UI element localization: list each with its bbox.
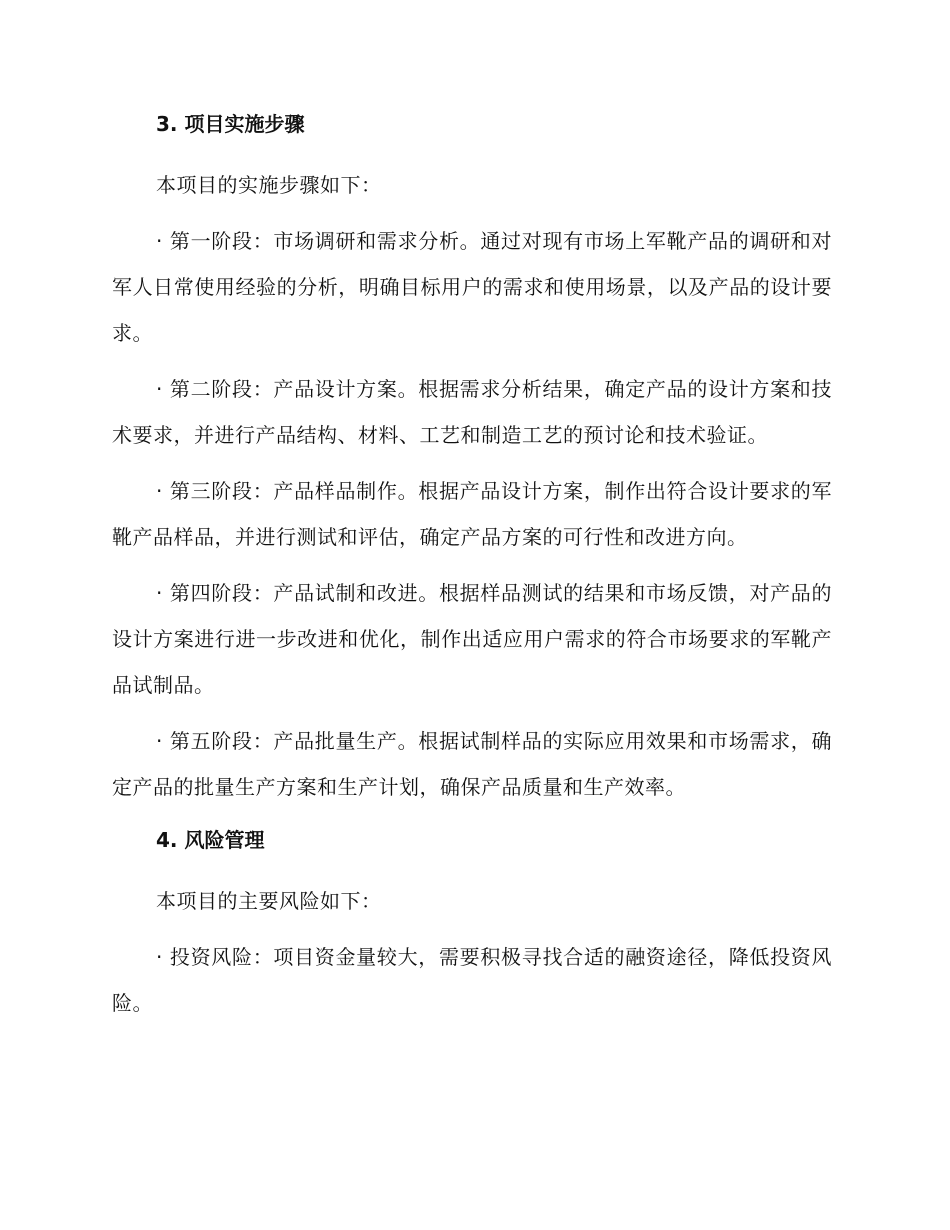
section-3-intro: 本项目的实施步骤如下： [156,173,382,197]
section-3-heading: 3. 项目实施步骤 [156,112,305,136]
step-1-paragraph: · 第一阶段：市场调研和需求分析。通过对现有市场上军靴产品的调研和对军人日常使用经验的分析，明确目标用户的需求和使用场景，以及产品的设计要求。 [112,229,832,345]
step-4-paragraph: · 第四阶段：产品试制和改进。根据样品测试的结果和市场反馈，对产品的设计方案进行进一步改进和优化，制作出适应用户需求的符合市场要求的军靴产品试制品。 [112,581,832,697]
step-3-paragraph: · 第三阶段：产品样品制作。根据产品设计方案，制作出符合设计要求的军靴产品样品，并进行测试和评估，确定产品方案的可行性和改进方向。 [112,479,832,549]
section-4-intro: 本项目的主要风险如下： [156,889,382,913]
step-5-paragraph: · 第五阶段：产品批量生产。根据试制样品的实际应用效果和市场需求，确定产品的批量生产方案和生产计划，确保产品质量和生产效率。 [112,729,832,799]
document-page [112,108,832,1026]
section-4-heading: 4. 风险管理 [156,828,265,852]
risk-1-paragraph: · 投资风险：项目资金量较大，需要积极寻找合适的融资途径，降低投资风险。 [112,945,832,1015]
step-2-paragraph: · 第二阶段：产品设计方案。根据需求分析结果，确定产品的设计方案和技术要求，并进行产品结构、材料、工艺和制造工艺的预讨论和技术验证。 [112,377,832,447]
